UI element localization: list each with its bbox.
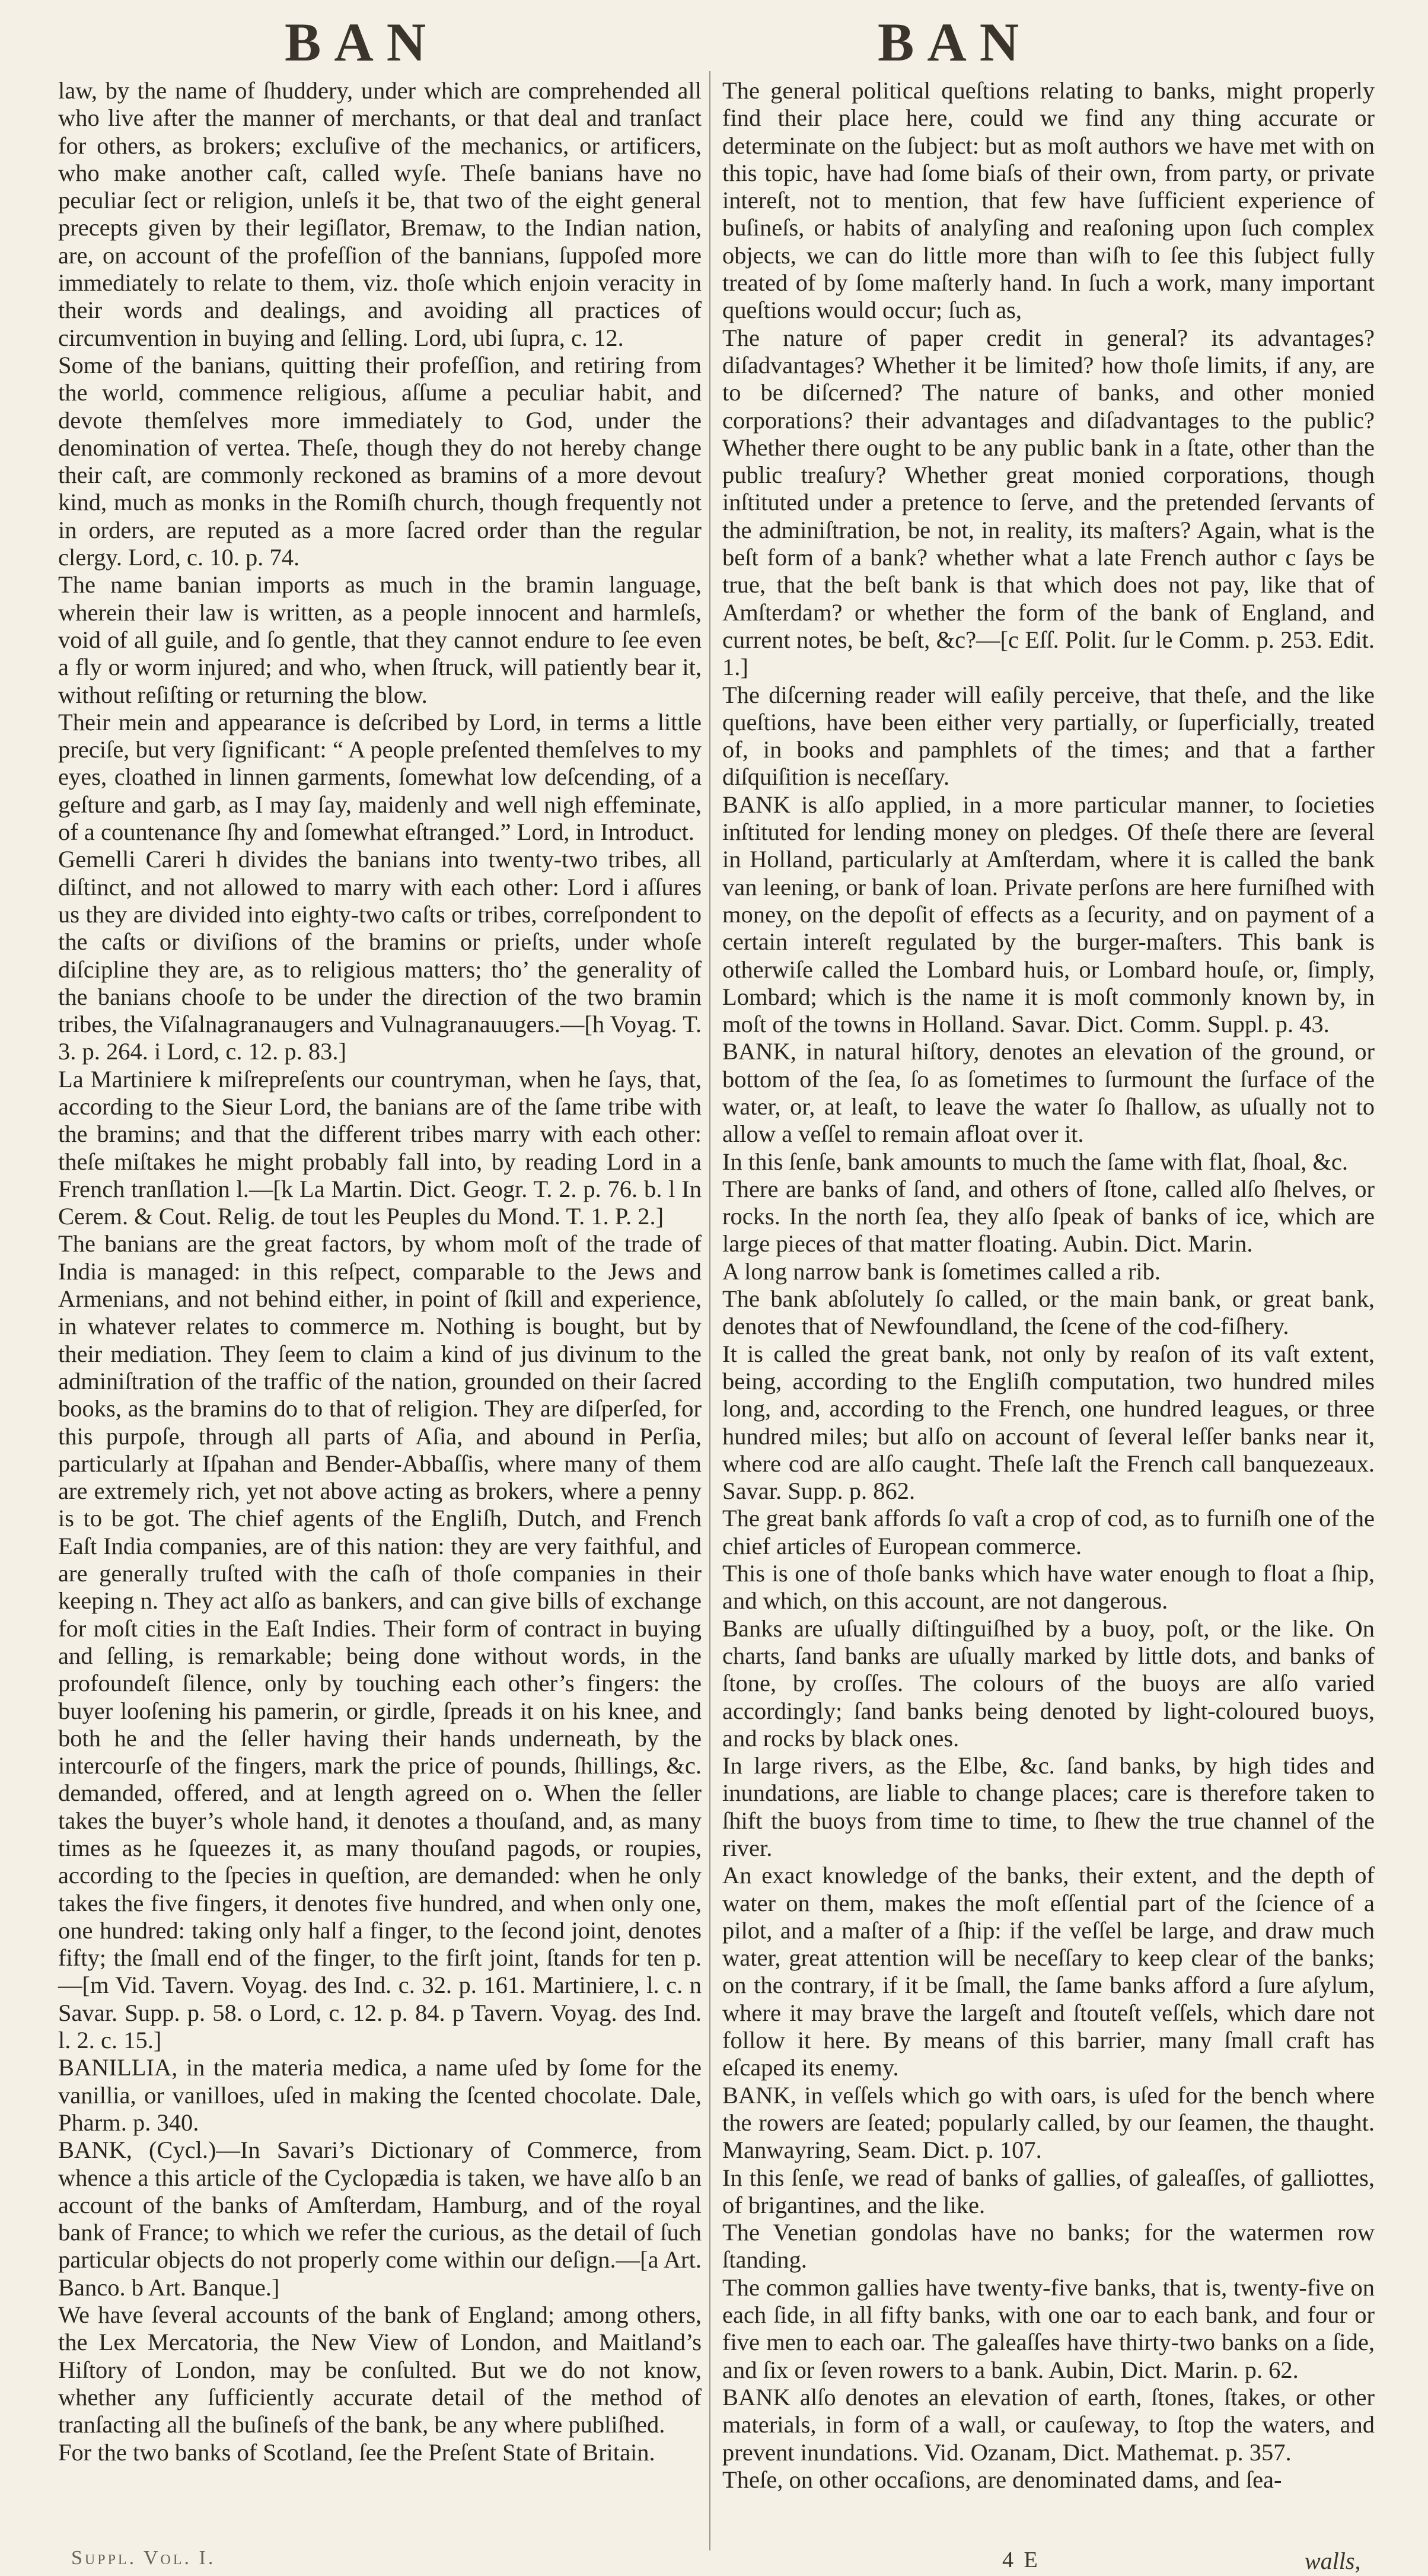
paragraph: The bank abſolutely ſo called, or the main bank, or great bank, denotes that of Newfoundland, the ſcene of the cod-fiſhery. — [722, 1285, 1375, 1340]
entry-bank-natural-history: BANK, in natural hiſtory, denotes an elevation of the ground, or bottom of the ſea, ſo as ſometimes to ſurmount the ſurface of the water, or, at leaſt, to leave the water ſo ſhallow, as uſually not to allow a veſſel to remain afloat over it. — [722, 1038, 1375, 1148]
entry-banillia: BANILLIA, in the materia medica, a name uſed by ſome for the vanillia, or vanilloes, uſed in making the ſcented chocolate. Dale, Pharm. p. 340. — [58, 2054, 702, 2136]
entry-bank-vessels: BANK, in veſſels which go with oars, is uſed for the bench where the rowers are ſeated; popularly called, by our ſeamen, the thaught. Manwayring, Seam. Dict. p. 107. — [722, 2081, 1375, 2164]
paragraph: The diſcerning reader will eaſily perceive, that theſe, and the like queſtions, have been either very partially, or ſuperficially, treated of, in books and pamphlets of the times; and that a farther diſquiſition is neceſſary. — [722, 681, 1375, 791]
volume-footer: Suppl. Vol. I. — [71, 2547, 216, 2569]
right-column — [722, 77, 1375, 2494]
paragraph: It is called the great bank, not only by reaſon of its vaſt extent, being, according to the Engliſh computation, two hundred miles long, and, according to the French, one hundred leagues, or three hundred miles; but alſo on account of ſeveral leſſer banks near it, where cod are alſo caught. Theſe laſt the French call banquezeaux. Savar. Supp. p. 862. — [722, 1340, 1375, 1505]
paragraph: Gemelli Careri h divides the banians into twenty-two tribes, all diſtinct, and not allowed to marry with each other: Lord i aſſures us they are divided into eighty-two caſts or tribes, correſpondent to the caſts or diviſions of the bramins or prieſts, under whoſe diſcipline they are, as to religious matters; tho’ the generality of the banians chooſe to be under the direction of the two bramin tribes, the Viſalnagranaugers and Vulnagranauugers.—[h Voyag. T. 3. p. 264. i Lord, c. 12. p. 83.] — [58, 846, 702, 1065]
entry-bank-earthwork: BANK alſo denotes an elevation of earth, ſtones, ſtakes, or other materials, in form of a wall, or cauſeway, to ſtop the waters, and prevent inundations. Vid. Ozanam, Dict. Mathemat. p. 357. — [722, 2383, 1375, 2466]
paragraph: La Martiniere k miſrepreſents our countryman, when he ſays, that, according to the Sieur Lord, the banians are of the ſame tribe with the bramins; and that the different tribes marry with each other: theſe miſtakes he might probably fall into, by reading Lord in a French tranſlation l.—[k La Martin. Dict. Geogr. T. 2. p. 76. b. l In Cerem. & Cout. Relig. de tout les Peuples du Mond. T. 1. P. 2.] — [58, 1065, 702, 1230]
paragraph: The great bank affords ſo vaſt a crop of cod, as to furniſh one of the chief articles of European commerce. — [722, 1505, 1375, 1559]
paragraph: The general political queſtions relating to banks, might properly find their place here, could we find any thing accurate or determinate on the ſubject: but as moſt authors we have met with on this topic, have had ſome biaſs of their own, from party, or private intereſt, not to mention, that few have ſufficient experience of buſineſs, or habits of analyſing and reaſoning upon ſuch complex objects, we can do little more than wiſh to ſee this ſubject fully treated of by ſome maſterly hand. In ſuch a work, many important queſtions would occur; ſuch as, — [722, 77, 1375, 324]
paragraph: This is one of thoſe banks which have water enough to float a ſhip, and which, on this account, are not dangerous. — [722, 1560, 1375, 1615]
paragraph: The Venetian gondolas have no banks; for the watermen row ſtanding. — [722, 2219, 1375, 2273]
paragraph: For the two banks of Scotland, ſee the Preſent State of Britain. — [58, 2438, 655, 2466]
signature-mark: 4 E — [1002, 2548, 1040, 2572]
entry-bank: BANK, (Cycl.)—In Savari’s Dictionary of Commerce, from whence a this article of the Cyclopædia is taken, we have alſo b an account of the banks of Amſterdam, Hamburg, and of the royal bank of France; to which we refer the curious, as the detail of ſuch particular objects do not properly come within our deſign.—[a Art. Banco. b Art. Banque.] — [58, 2136, 702, 2301]
paragraph: In this ſenſe, bank amounts to much the ſame with flat, ſhoal, &c. — [722, 1148, 1349, 1175]
paragraph: Banks are uſually diſtinguiſhed by a buoy, poſt, or the like. On charts, ſand banks are uſually marked by little dots, and banks of ſtone, by croſſes. The colours of the buoys are alſo varied accordingly; ſand banks being denoted by light-coloured buoys, and rocks by black ones. — [722, 1615, 1375, 1752]
paragraph: A long narrow bank is ſometimes called a rib. — [722, 1257, 1161, 1285]
paragraph: We have ſeveral accounts of the bank of England; among others, the Lex Mercatoria, the New View of London, and Maitland’s Hiſtory of London, may be conſulted. But we do not know, whether any ſufficiently accurate detail of the method of tranſacting all the buſineſs of the bank, be any where publiſhed. — [58, 2301, 702, 2438]
paragraph: There are banks of ſand, and others of ſtone, called alſo ſhelves, or rocks. In the north ſea, they alſo ſpeak of banks of ice, which are large pieces of that matter floating. Aubin. Dict. Marin. — [722, 1175, 1375, 1257]
paragraph: The name banian imports as much in the bramin language, wherein their law is written, as a people innocent and harmleſs, void of all guile, and ſo gentle, that they cannot endure to ſee even a fly or worm injured; and who, when ſtruck, will patiently bear it, without reſiſting or returning the blow. — [58, 571, 702, 708]
paragraph: An exact knowledge of the banks, their extent, and the depth of water on them, makes the moſt eſſential part of the ſcience of a pilot, and a maſter of a ſhip: if the veſſel be large, and draw much water, great attention will be neceſſary to keep clear of the banks; on the contrary, if it be ſmall, the ſame banks afford a ſure aſylum, where it may brave the largeſt and ſtouteſt veſſels, which dare not follow it here. By means of this barrier, many ſmall craft has eſcaped its enemy. — [722, 1862, 1375, 2081]
running-head-left: BAN — [285, 12, 439, 72]
left-column — [58, 77, 702, 2466]
paragraph: Theſe, on other occaſions, are denominated dams, and ſea- — [722, 2466, 1282, 2493]
paragraph: Their mein and appearance is deſcribed by Lord, in terms a little preciſe, but very ſignificant: “ A people preſented themſelves to my eyes, cloathed in linnen garments, ſomewhat low deſcending, of a geſture and garb, as I may ſay, maidenly and well nigh effeminate, of a countenance ſhy and ſomewhat eſtranged.” Lord, in Introduct. — [58, 708, 702, 846]
catchword: walls, — [1305, 2548, 1361, 2574]
paragraph: In large rivers, as the Elbe, &c. ſand banks, by high tides and inundations, are liable to change places; care is therefore taken to ſhift the buoys from time to time, to ſhew the true channel of the river. — [722, 1752, 1375, 1861]
paragraph: The nature of paper credit in general? its advantages? diſadvantages? Whether it be limited? how thoſe limits, if any, are to be diſcerned? The nature of banks, and other monied corporations? their advantages and diſadvantages to the public? Whether there ought to be any public bank in a ſtate, other than the public treaſury? Whether great monied corporations, though inſtituted under a pretence to ſerve, and the pretended ſervants of the adminiſtration, be not, in reality, its maſters? Again, what is the beſt form of a bank? whether what a late French author c ſays be true, that the beſt bank is that which does not pay, like that of Amſterdam? or whether the form of the bank of England, and current notes, be beſt, &c?—[c Eſſ. Polit. ſur le Comm. p. 253. Edit. 1.] — [722, 324, 1375, 681]
running-head-right: BAN — [878, 12, 1032, 72]
paragraph: Some of the banians, quitting their profeſſion, and retiring from the world, commence religious, aſſume a peculiar habit, and devote themſelves more immediately to God, under the denomination of vertea. Theſe, though they do not hereby change their caſt, are commonly reckoned as bramins of a more devout kind, much as monks in the Romiſh church, though frequently not in orders, are reputed as a more ſacred order than the regular clergy. Lord, c. 10. p. 74. — [58, 351, 702, 571]
paragraph: The common gallies have twenty-five banks, that is, twenty-five on each ſide, in all fifty banks, with one oar to each bank, and four or five men to each oar. The galeaſſes have thirty-two banks on a ſide, and ſix or ſeven rowers to a bank. Aubin, Dict. Marin. p. 62. — [722, 2273, 1375, 2383]
entry-bank-societies: BANK is alſo applied, in a more particular manner, to ſocieties inſtituted for lending money on pledges. Of theſe there are ſeveral in Holland, particularly at Amſterdam, where it is called the bank van leening, or bank of loan. Private perſons are here furniſhed with money, on the depoſit of effects as a ſecurity, and on payment of a certain intereſt regulated by the burger-maſters. This bank is otherwiſe called the Lombard huis, or Lombard houſe, or, ſimply, Lombard; which is the name it is moſt commonly known by, in moſt of the towns in Holland. Savar. Dict. Comm. Suppl. p. 43. — [722, 791, 1375, 1038]
paragraph: law, by the name of ſhuddery, under which are comprehended all who live after the manner of merchants, or that deal and tranſact for others, as brokers; excluſive of the mechanics, or artificers, who make another caſt, called wyſe. Theſe banians have no peculiar ſect or religion, unleſs it be, that two of the eight general precepts given by their legiſlator, Bremaw, to the Indian nation, are, on account of the profeſſion of the bannians, ſuppoſed more immediately to relate to them, viz. thoſe which enjoin veracity in their words and dealings, and avoiding all practices of circumvention in buying and ſelling. Lord, ubi ſupra, c. 12. — [58, 77, 702, 351]
column-rule — [709, 71, 710, 2550]
paragraph: In this ſenſe, we read of banks of gallies, of galeaſſes, of galliottes, of brigantines, and the like. — [722, 2164, 1375, 2218]
paragraph: The banians are the great factors, by whom moſt of the trade of India is managed: in this reſpect, comparable to the Jews and Armenians, and not behind either, in point of ſkill and experience, in whatever relates to commerce m. Nothing is bought, but by their mediation. They ſeem to claim a kind of jus divinum to the adminiſtration of the traffic of the nation, grounded on their ſacred books, as the bramins do to that of religion. They are diſperſed, for this purpoſe, through all parts of Aſia, and abound in Perſia, particularly at Iſpahan and Bender-Abbaſſis, where many of them are extremely rich, yet not above acting as brokers, where a penny is to be got. The chief agents of the Engliſh, Dutch, and French Eaſt India companies, are of this nation: they are very faithful, and are generally truſted with the caſh of thoſe companies in their keeping n. They act alſo as bankers, and can give bills of exchange for moſt cities in the Eaſt Indies. Their form of contract in buying and ſelling, is remarkable; being done without words, in the profoundeſt ſilence, only by touching each other’s fingers: the buyer looſening his pamerin, or girdle, ſpreads it on his knee, and both he and the ſeller having their hands underneath, by the intercourſe of the fingers, mark the price of pounds, ſhillings, &c. demanded, offered, and at length agreed on o. When the ſeller takes the buyer’s whole hand, it denotes a thouſand, and, as many times as he ſqueezes it, as many thouſand pagods, or roupies, according to the ſpecies in queſtion, are demanded: when he only takes the five fingers, it denotes five hundred, and when only one, one hundred: taking only half a finger, to the ſecond joint, denotes fifty; the ſmall end of the finger, to the firſt joint, ſtands for ten p.—[m Vid. Tavern. Voyag. des Ind. c. 32. p. 161. Martiniere, l. c. n Savar. Supp. p. 58. o Lord, c. 12. p. 84. p Tavern. Voyag. des Ind. l. 2. c. 15.] — [58, 1230, 702, 2054]
